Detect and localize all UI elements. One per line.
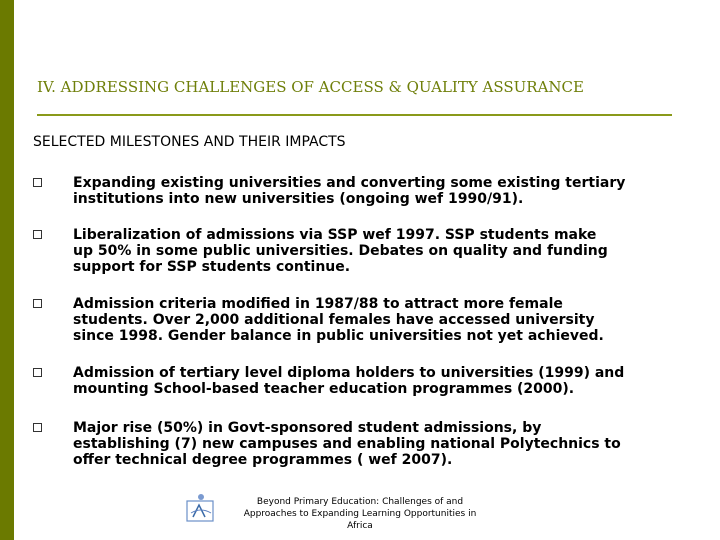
bullet-square-icon (33, 178, 42, 187)
bullet-square-icon (33, 423, 42, 432)
bullet-square-icon (33, 230, 42, 239)
left-accent-bar (0, 0, 14, 540)
slide-title: IV. ADDRESSING CHALLENGES OF ACCESS & QUALITY ASSURANCE (37, 78, 584, 96)
title-underline (37, 114, 672, 116)
conference-logo-icon (183, 489, 219, 525)
list-item-text: Liberalization of admissions via SSP wef 1997. SSP students make up 50% in some public universities. Debates on quality and funding support for SSP students continue. (73, 227, 608, 275)
bullet-square-icon (33, 368, 42, 377)
list-item-text: Major rise (50%) in Govt-sponsored student admissions, by establishing (7) new campuses and enabling national Polytechnics to offer technical degree programmes ( wef 2007). (73, 420, 621, 468)
section-subtitle: SELECTED MILESTONES AND THEIR IMPACTS (33, 134, 346, 150)
footer-caption: Beyond Primary Education: Challenges of and Approaches to Expanding Learning Opportunities in Africa (243, 497, 477, 531)
bullet-square-icon (33, 299, 42, 308)
list-item-text: Admission criteria modified in 1987/88 to attract more female students. Over 2,000 additional females have accessed university since 1998. Gender balance in public universities not yet achieved. (73, 296, 604, 344)
list-item-text: Admission of tertiary level diploma holders to universities (1999) and mounting School-based teacher education programmes (2000). (73, 365, 625, 397)
list-item-text: Expanding existing universities and converting some existing tertiary institutions into new universities (ongoing wef 1990/91). (73, 175, 626, 207)
